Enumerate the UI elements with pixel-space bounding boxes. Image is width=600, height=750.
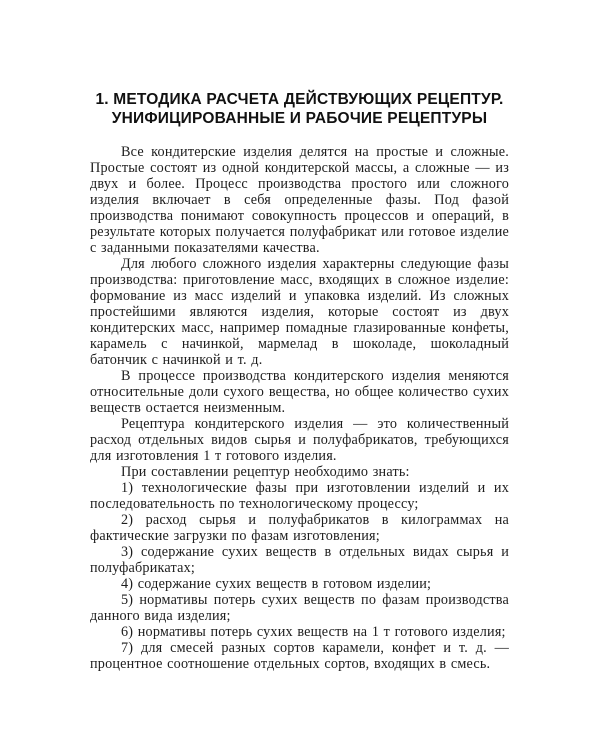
chapter-heading-line1: 1. МЕТОДИКА РАСЧЕТА ДЕЙСТВУЮЩИХ РЕЦЕПТУР. (95, 91, 504, 108)
paragraph-intro: Все кондитерские изделия делятся на простые и сложные. Простые состоят из одной кондитерской массы, а сложные — из двух и более. Процесс производства простого или сложного изделия включает в себя определенные фазы. Под фазой производства понимают совокупность процессов и операций, в результате которых получается полуфабрикат или готовое изделие с заданными показателями качества. (90, 144, 509, 256)
list-item-5: 5) нормативы потерь сухих веществ по фазам производства данного вида изделия; (90, 592, 509, 624)
paragraph-dry-matter: В процессе производства кондитерского изделия меняются относительные доли сухого вещества, но общее количество сухих веществ остается неизменным. (90, 368, 509, 416)
list-item-6: 6) нормативы потерь сухих веществ на 1 т готового изделия; (121, 624, 506, 640)
list-item-2: 2) расход сырья и полуфабрикатов в килограммах на фактические загрузки по фазам изготовления; (90, 512, 509, 544)
body-text (90, 144, 509, 672)
list-item-1: 1) технологические фазы при изготовлении изделий и их последовательность по технологическому процессу; (90, 480, 509, 512)
chapter-heading-line2: УНИФИЦИРОВАННЫЕ И РАБОЧИЕ РЕЦЕПТУРЫ (111, 109, 488, 127)
paragraph-list-lead: При составлении рецептур необходимо знать: (121, 464, 410, 480)
list-item-7: 7) для смесей разных сортов карамели, конфет и т. д. — процентное соотношение отдельных сортов, входящих в смесь. (90, 640, 509, 672)
list-item-4: 4) содержание сухих веществ в готовом изделии; (121, 576, 432, 592)
paragraph-phases: Для любого сложного изделия характерны следующие фазы производства: приготовление масс, входящих в сложное изделие: формование из масс изделий и упаковка изделий. Из сложных простейшими являются изделия, которые состоят из двух кондитерских масс, например помадные глазированные конфеты, карамель с начинкой, мармелад в шоколаде, шоколадный батончик с начинкой и т. д. (90, 256, 509, 368)
list-item-3: 3) содержание сухих веществ в отдельных видах сырья и полуфабрикатах; (90, 544, 509, 576)
chapter-heading (90, 91, 509, 128)
paragraph-recipe-definition: Рецептура кондитерского изделия — это количественный расход отдельных видов сырья и полуфабрикатов, требующихся для изготовления 1 т готового изделия. (90, 416, 509, 464)
